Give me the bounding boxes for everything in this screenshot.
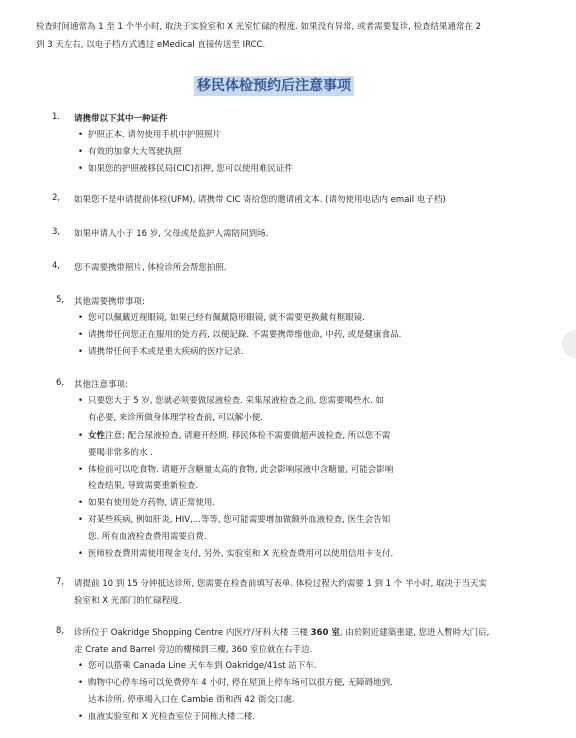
section-text-continuation: 走 Crate and Barrel 旁边的樓梯到三樓, 360 室位就在右手边. xyxy=(74,645,313,655)
list-item-continuation: 检查结果, 导致需要重新检查. xyxy=(88,481,199,491)
bullet-icon: • xyxy=(78,347,84,357)
bullet-icon: • xyxy=(78,164,84,174)
bullet-icon: • xyxy=(78,712,84,722)
list-item: • 如果您的护照被移民局(CIC)扣押, 您可以使用难民证件 xyxy=(78,164,293,174)
side-scroll-tab[interactable] xyxy=(562,330,576,358)
intro-paragraph xyxy=(36,18,556,54)
section-number: 7, xyxy=(56,577,65,587)
section-number: 5, xyxy=(56,295,65,305)
bullet-icon: • xyxy=(78,549,84,559)
list-item: • 请携带任何手术或是重大疾病的医疗记录. xyxy=(78,347,244,357)
section-heading: 其他需要携带事项: xyxy=(74,297,145,307)
bullet-icon: • xyxy=(78,498,84,508)
section-text: 诊所位于 Oakridge Shopping Centre 内医疗/牙科大楼 三楼 360 室, 由於附近建築重建, 您进入暫時大门后, xyxy=(74,628,490,638)
list-item: • 血液实验室和 X 光检查室位于同栋大楼二楼. xyxy=(78,712,255,722)
section-number: 3, xyxy=(52,227,61,237)
room-number: 360 室 xyxy=(310,628,340,638)
list-item: • 您可以佩戴近视眼镜, 如果已经有佩戴隐形眼镜, 就不需要更换戴有框眼镜. xyxy=(78,313,366,323)
list-item: • 购物中心停车场可以免费停车 4 小时, 停在屋顶上停车场可以很方便, 无障碍地到. xyxy=(78,678,393,688)
bullet-icon: • xyxy=(78,515,84,525)
bullet-icon: • xyxy=(78,465,84,475)
bullet-icon: • xyxy=(78,431,84,441)
list-item: • 只要您大于 5 岁, 您就必须要做尿液检查. 采集尿液检查之前, 您需要喝些水. 如 xyxy=(78,396,384,406)
list-item: • 如果有使用处方药物, 请正常使用. xyxy=(78,498,216,508)
bullet-icon: • xyxy=(78,130,84,140)
section-text: 您不需要携带照片, 体检诊所会帮您拍照. xyxy=(74,263,227,273)
list-item: • 对某些疾病, 例如肝炎, HIV,...等等, 您可能需要增加做额外血液检查, 医生会告知 xyxy=(78,515,391,525)
section-text: 如果您不是申请提前体检(UFM), 请携带 CIC 寄给您的邀请函文本. (请勿使用电话内 email 电子档) xyxy=(74,195,446,205)
section-text: 如果申请人小于 16 岁, 父母或是监护人需陪同到场. xyxy=(74,229,269,239)
list-item-continuation: 有必要, 来诊所做身体理学检查前, 可以解小便. xyxy=(88,413,264,423)
list-item-continuation: 要喝非常多的水 . xyxy=(88,448,153,458)
list-item-continuation: 达本诊所. 停車場入口在 Cambie 街和西 42 街交口處. xyxy=(88,695,295,705)
list-item-continuation: 您. 所有血液检查费用需要自费. xyxy=(88,532,207,542)
bullet-icon: • xyxy=(78,313,84,323)
page-title: 移民体检预约后注意事项 xyxy=(194,76,354,96)
list-item: • 医师检查费用需使用现金支付, 另外, 实验室和 X 光检查费用可以使用信用卡支付. xyxy=(78,549,394,559)
section-number: 6, xyxy=(56,378,65,388)
intro-line: 到 3 天左右, 以电子档方式透过 eMedical 直接传送至 IRCC. xyxy=(36,40,266,50)
list-item: • 有效的加拿大大驾驶执照 xyxy=(78,147,182,157)
bullet-icon: • xyxy=(78,147,84,157)
section-text: 请提前 10 到 15 分钟抵达诊所, 您需要在检查前填写表单. 体检过程大约需要 1 到 1 个 半小时, 取决于当天实 xyxy=(74,579,487,589)
bullet-icon: • xyxy=(78,330,84,340)
section-text-continuation: 验室和 X 光部门的忙碌程度. xyxy=(74,596,182,606)
bullet-icon: • xyxy=(78,661,84,671)
section-number: 4, xyxy=(52,261,61,271)
section-number: 8, xyxy=(56,626,65,636)
bullet-icon: • xyxy=(78,396,84,406)
section-heading: 请携带以下其中一种证件 xyxy=(74,114,168,124)
list-item: • 您可以搭乘 Canada Line 天车车到 Oakridge/41st 站下车. xyxy=(78,661,317,671)
section-heading: 其他注意事项: xyxy=(74,380,128,390)
intro-line: 检查时间通常為 1 至 1 个半小时, 取決于实验室和 X 光室忙碌的程度. 如果没有异常, 或者需要复诊, 检查结果通常在 2 xyxy=(36,22,482,32)
section-number: 1. xyxy=(52,112,61,122)
list-item: • 体检前可以吃食物. 请避开含糖量太高的食物, 此会影响尿液中含糖量, 可能会影响 xyxy=(78,465,394,475)
list-item: • 护照正本. 请勿使用手机中护照照片 xyxy=(78,130,221,140)
list-item: • 请携带任何您正在服用的处方药, 以便記錄. 不需要携带维他命, 中药, 或是健康食品. xyxy=(78,330,402,340)
list-item: • 女性注意: 配合尿液检查, 请避开经期. 移民体检不需要做超声波检查, 所以您不需 xyxy=(78,431,391,441)
section-number: 2, xyxy=(52,193,61,203)
bullet-icon: • xyxy=(78,678,84,688)
